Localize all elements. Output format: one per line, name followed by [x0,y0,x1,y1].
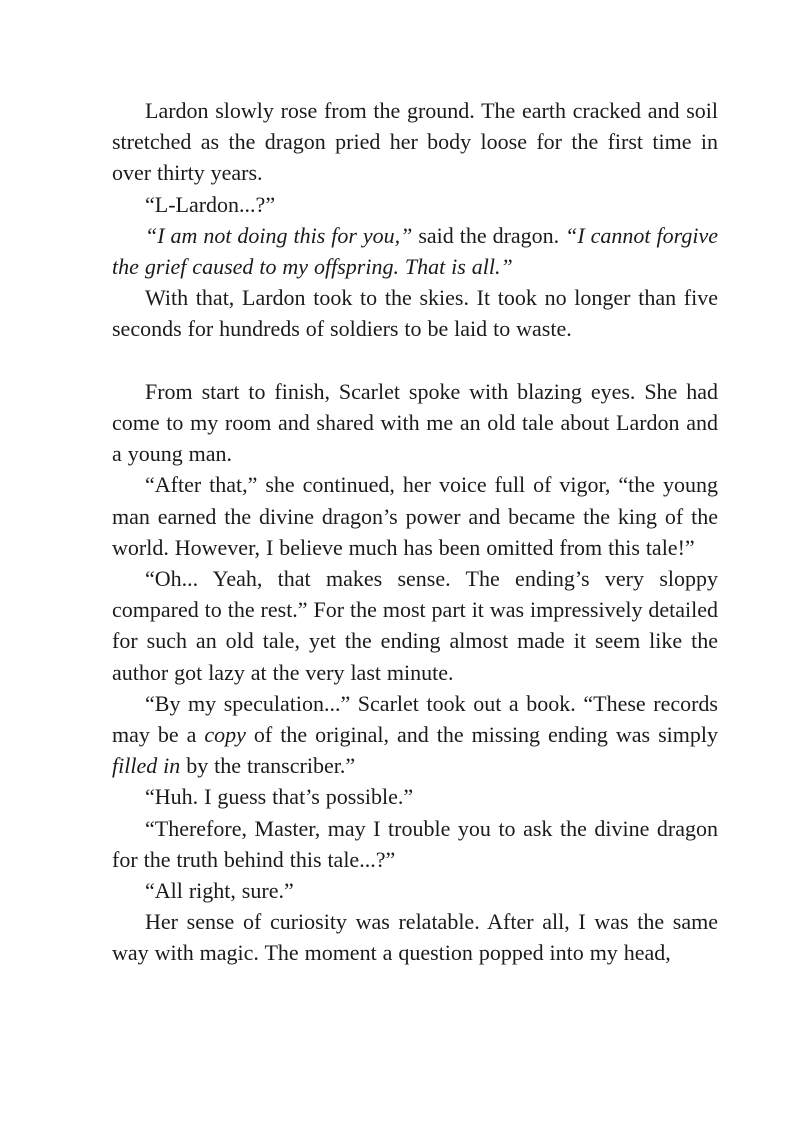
text-segment: Her sense of curiosity was relatable. After all, I was the same way with magic. The moment a question popped into my head, [112,909,718,966]
italic-text-segment: “I am not doing this for you,” [145,222,413,248]
paragraph [112,813,718,875]
text-segment: said the dragon. [412,222,566,248]
paragraph [112,906,718,968]
text-segment: “Therefore, Master, may I trouble you to ask the divine dragon for the truth behind this tale...?” [112,815,718,872]
text-segment: Lardon slowly rose from the ground. The earth cracked and soil stretched as the dragon pried her body loose for the first time in over thirty years. [112,98,718,186]
paragraph [112,688,718,782]
paragraph [112,220,718,282]
text-segment: With that, Lardon took to the skies. It took no longer than five seconds for hundreds of soldiers to be laid to waste. [112,285,718,342]
paragraph [112,282,718,344]
text-segment: “Huh. I guess that’s possible.” [145,784,414,810]
paragraph [112,469,718,563]
paragraph [112,781,718,812]
italic-text-segment: copy [204,722,246,748]
body-text [112,95,718,969]
text-segment: From start to finish, Scarlet spoke with blazing eyes. She had come to my room and shared with me an old tale about Lardon and a young man. [112,378,718,467]
paragraph [112,563,718,688]
italic-text-segment: “I cannot forgive the grief caused to my offspring. That is all.” [112,222,718,280]
paragraph [112,376,718,470]
paragraph [112,95,718,189]
scene-break [112,345,718,376]
text-segment: by the transcriber.” [180,753,356,779]
paragraph [112,189,718,220]
italic-text-segment: filled in [112,753,181,779]
text-segment: “L-Lardon...?” [145,191,276,217]
paragraph [112,875,718,906]
text-segment: “After that,” she continued, her voice full of vigor, “the young man earned the divine dragon’s power and became the king of the world. However, I believe much has been omitted from this tale!” [112,472,718,560]
text-segment: of the original, and the missing ending was simply [245,722,718,748]
text-segment: “Oh... Yeah, that makes sense. The ending’s very sloppy compared to the rest.” For the most part it was impressively detailed for such an old tale, yet the ending almost made it seem like the author got lazy at the very last minute. [112,566,719,685]
text-segment: “All right, sure.” [145,878,294,904]
text-segment: “By my speculation...” Scarlet took out a book. “These records may be a [112,690,718,748]
